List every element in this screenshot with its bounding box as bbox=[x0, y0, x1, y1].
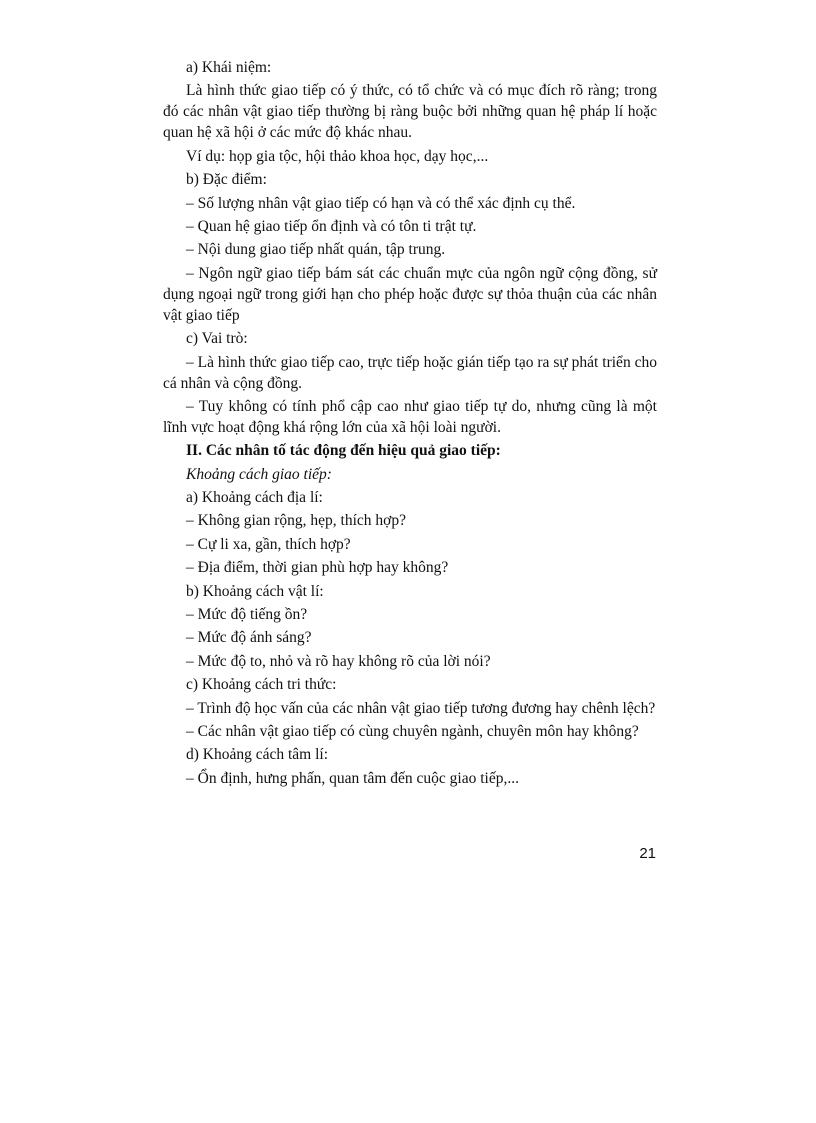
bullet-item: – Tuy không có tính phổ cập cao như giao tiếp tự do, nhưng cũng là một lĩnh vực hoạt động khá rộng lớn của xã hội loài người. bbox=[163, 397, 657, 436]
bullet-item: – Cự li xa, gần, thích hợp? bbox=[186, 535, 351, 553]
bullet-item: – Số lượng nhân vật giao tiếp có hạn và có thể xác định cụ thể. bbox=[186, 194, 576, 212]
bullet-item: – Là hình thức giao tiếp cao, trực tiếp hoặc gián tiếp tạo ra sự phát triển cho cá nhân và cộng đồng. bbox=[163, 353, 657, 392]
page-number: 21 bbox=[639, 845, 656, 862]
subheading-psychological-distance: d) Khoảng cách tâm lí: bbox=[186, 746, 329, 764]
subheading-concept: a) Khái niệm: bbox=[186, 59, 272, 76]
bullet-item: – Địa điểm, thời gian phù hợp hay không? bbox=[186, 559, 449, 577]
paragraph-example: Ví dụ: họp gia tộc, hội thảo khoa học, dạy học,... bbox=[186, 147, 489, 165]
subheading-knowledge-distance: c) Khoảng cách tri thức: bbox=[186, 676, 337, 694]
subheading-role: c) Vai trò: bbox=[186, 330, 248, 348]
bullet-item: – Trình độ học vấn của các nhân vật giao tiếp tương đương hay chênh lệch? bbox=[186, 699, 656, 717]
italic-subheading: Khoảng cách giao tiếp: bbox=[186, 465, 332, 483]
section-heading: II. Các nhân tố tác động đến hiệu quả giao tiếp: bbox=[186, 442, 501, 460]
bullet-item: – Mức độ to, nhỏ và rõ hay không rõ của lời nói? bbox=[186, 652, 491, 670]
paragraph-definition: Là hình thức giao tiếp có ý thức, có tổ chức và có mục đích rõ ràng; trong đó các nhân vật giao tiếp thường bị ràng buộc bởi những quan hệ pháp lí hoặc quan hệ xã hội ở các mức độ khác nhau. bbox=[163, 82, 657, 142]
subheading-physical-distance: b) Khoảng cách vật lí: bbox=[186, 582, 324, 600]
bullet-item: – Mức độ ánh sáng? bbox=[186, 629, 312, 647]
bullet-item: – Ngôn ngữ giao tiếp bám sát các chuẩn mực của ngôn ngữ cộng đồng, sử dụng ngoại ngữ trong giới hạn cho phép hoặc được sự thỏa thuận của các nhân vật giao tiếp bbox=[163, 264, 657, 324]
subheading-geographic-distance: a) Khoảng cách địa lí: bbox=[186, 489, 323, 507]
bullet-item: – Nội dung giao tiếp nhất quán, tập trung. bbox=[186, 241, 446, 259]
bullet-item: – Quan hệ giao tiếp ổn định và có tôn ti trật tự. bbox=[186, 217, 477, 235]
page-body bbox=[163, 57, 657, 791]
bullet-item: – Mức độ tiếng ồn? bbox=[186, 606, 308, 624]
bullet-item: – Không gian rộng, hẹp, thích hợp? bbox=[186, 512, 406, 530]
bullet-item: – Ổn định, hưng phấn, quan tâm đến cuộc giao tiếp,... bbox=[186, 769, 519, 787]
bullet-item: – Các nhân vật giao tiếp có cùng chuyên ngành, chuyên môn hay không? bbox=[186, 722, 639, 740]
subheading-characteristics: b) Đặc điểm: bbox=[186, 171, 267, 189]
